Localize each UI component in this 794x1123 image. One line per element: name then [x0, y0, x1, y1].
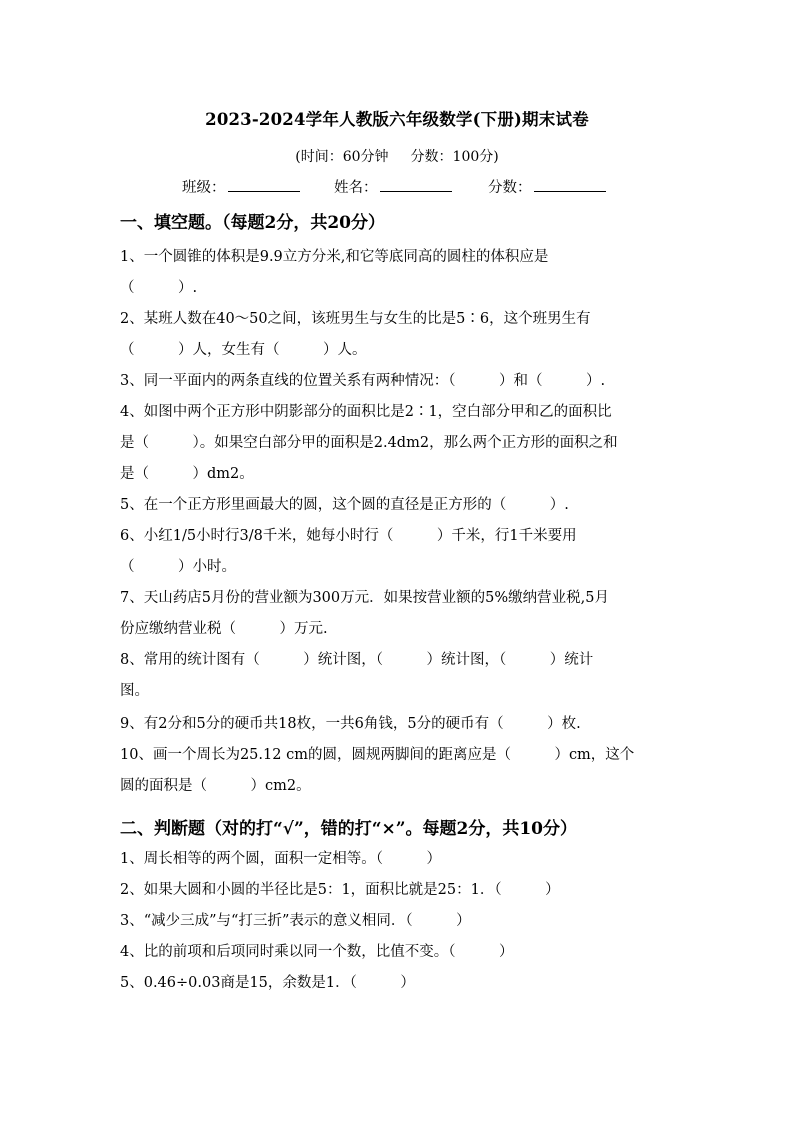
question-line: 2、某班人数在40～50之间，该班男生与女生的比是5∶6，这个班男生有: [120, 311, 591, 327]
question-line: 3、同一平面内的两条直线的位置关系有两种情况：（ ）和（ ）.: [120, 373, 606, 389]
question-line: 4、比的前项和后项同时乘以同一个数，比值不变。（ ）: [120, 944, 514, 960]
question-line: 是（ ）dm2。: [120, 466, 254, 482]
question-line: 3、“减少三成”与“打三折”表示的意义相同．（ ）: [120, 913, 471, 929]
question-line: 是（ ）。如果空白部分甲的面积是2.4dm2，那么两个正方形的面积之和: [120, 435, 618, 451]
question-line: （ ）.: [120, 280, 198, 296]
question-line: 10、画一个周长为25.12 cm的圆，圆规两脚间的距离应是（ ）cm，这个: [120, 747, 635, 763]
class-label: 班级：: [182, 180, 226, 196]
question-line: 5、0.46÷0.03商是15，余数是1．（ ）: [120, 975, 415, 991]
question-line: （ ）人，女生有（ ）人。: [120, 342, 367, 358]
class-blank[interactable]: [228, 177, 300, 192]
question-line: 8、常用的统计图有（ ）统计图，（ ）统计图，（ ）统计: [120, 652, 594, 668]
score-field: [488, 176, 606, 197]
question-line: 5、在一个正方形里画最大的圆，这个圆的直径是正方形的（ ）.: [120, 497, 569, 513]
score-blank[interactable]: [534, 177, 606, 192]
question-line: 份应缴纳营业税（ ）万元.: [120, 621, 328, 637]
section-fill-in-title: 一、填空题。（每题2分，共20分）: [120, 213, 385, 233]
score-label: 分数：: [488, 180, 532, 196]
question-line: （ ）小时。: [120, 559, 236, 575]
question-line: 1、一个圆锥的体积是9.9立方分米,和它等底同高的圆柱的体积应是: [120, 249, 549, 265]
question-line: 1、周长相等的两个圆，面积一定相等。（ ）: [120, 851, 441, 867]
class-field: [182, 176, 300, 197]
name-blank[interactable]: [380, 177, 452, 192]
question-line: 6、小红1/5小时行3/8千米，她每小时行（ ）千米，行1千米要用: [120, 528, 577, 544]
question-line: 圆的面积是（ ）cm2。: [120, 778, 311, 794]
time-limit: (时间：60分钟: [295, 149, 389, 165]
exam-subtitle: [0, 146, 794, 166]
question-line: 7、天山药店5月份的营业额为300万元．如果按营业额的5%缴纳营业税,5月: [120, 590, 609, 606]
name-label: 姓名：: [334, 180, 378, 196]
question-line: 2、如果大圆和小圆的半径比是5：1，面积比就是25：1．（ ）: [120, 882, 560, 898]
question-line: 图。: [120, 683, 149, 699]
question-line: 4、如图中两个正方形中阴影部分的面积比是2∶1，空白部分甲和乙的面积比: [120, 404, 612, 420]
total-score: 分数：100分): [410, 149, 499, 165]
question-line: 9、有2分和5分的硬币共18枚，一共6角钱，5分的硬币有（ ）枚.: [120, 716, 581, 732]
name-field: [334, 176, 452, 197]
exam-title: 2023-2024学年人教版六年级数学(下册)期末试卷: [205, 110, 589, 129]
section-true-false-title: 二、判断题（对的打“√”，错的打“×”。每题2分，共10分）: [120, 819, 578, 839]
